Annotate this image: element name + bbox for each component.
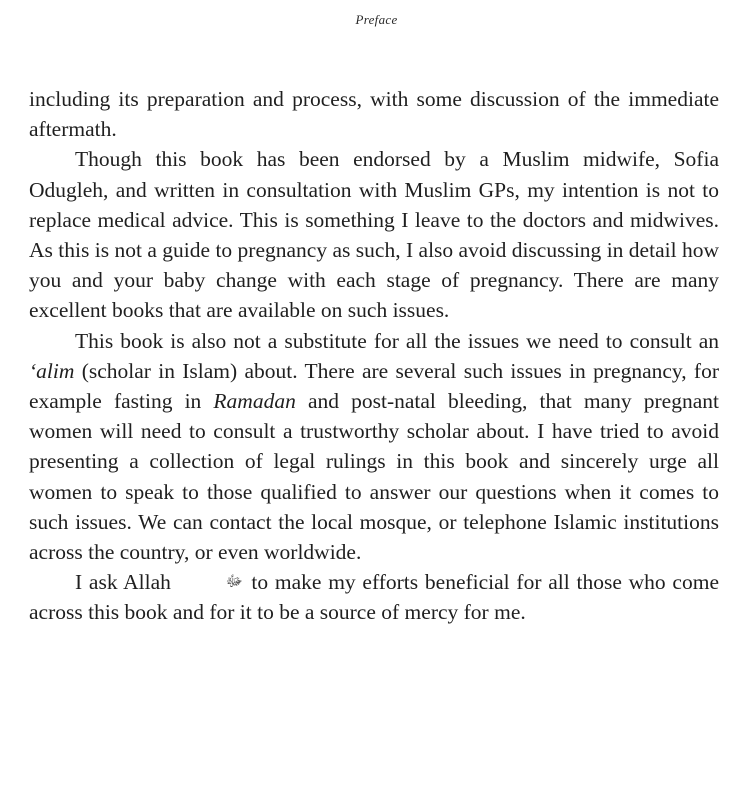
- paragraph-3-text-a: This book is also not a substitute for all the issues we need to consult an: [75, 328, 719, 353]
- honorific-glyph: ﷻ: [225, 574, 243, 591]
- paragraph-4-text-a: I ask Allah: [75, 570, 178, 595]
- running-head: Preface: [355, 12, 398, 27]
- paragraph-4: [29, 567, 719, 627]
- paragraph-4-text-b: to make my efforts beneficial for all those who come across this book and for it to be a source of mercy for me.: [29, 570, 719, 625]
- term-alim: ‘alim: [29, 358, 75, 383]
- paragraph-2: Though this book has been endorsed by a Muslim midwife, Sofia Odugleh, and written in consultation with Muslim GPs, my intention is not to replace medical advice. This is something I leave to the doctors and midwives. As this is not a guide to pregnancy as such, I also avoid discussing in detail how you and your baby change with each stage of pregnancy. There are many excellent books that are available on such issues.: [29, 147, 719, 323]
- paragraph-3-text-b: (scholar in Islam) about. There are several such issues in pregnancy, for example fasting in: [29, 358, 719, 414]
- body-text: [29, 84, 719, 628]
- paragraph-1: including its preparation and process, with some discussion of the immediate aftermath.: [29, 87, 719, 142]
- term-ramadan: Ramadan: [213, 389, 296, 414]
- paragraph-3: [29, 326, 719, 568]
- paragraph-3-text-c: and post-natal bleeding, that many pregnant women will need to consult a trustworthy scholar about. I have tried to avoid presenting a collection of legal rulings in this book and sincerely urge all women to speak to those qualified to answer our questions when it comes to such issues. We can contact the local mosque, or telephone Islamic institutions across the country, or even worldwide.: [29, 389, 719, 565]
